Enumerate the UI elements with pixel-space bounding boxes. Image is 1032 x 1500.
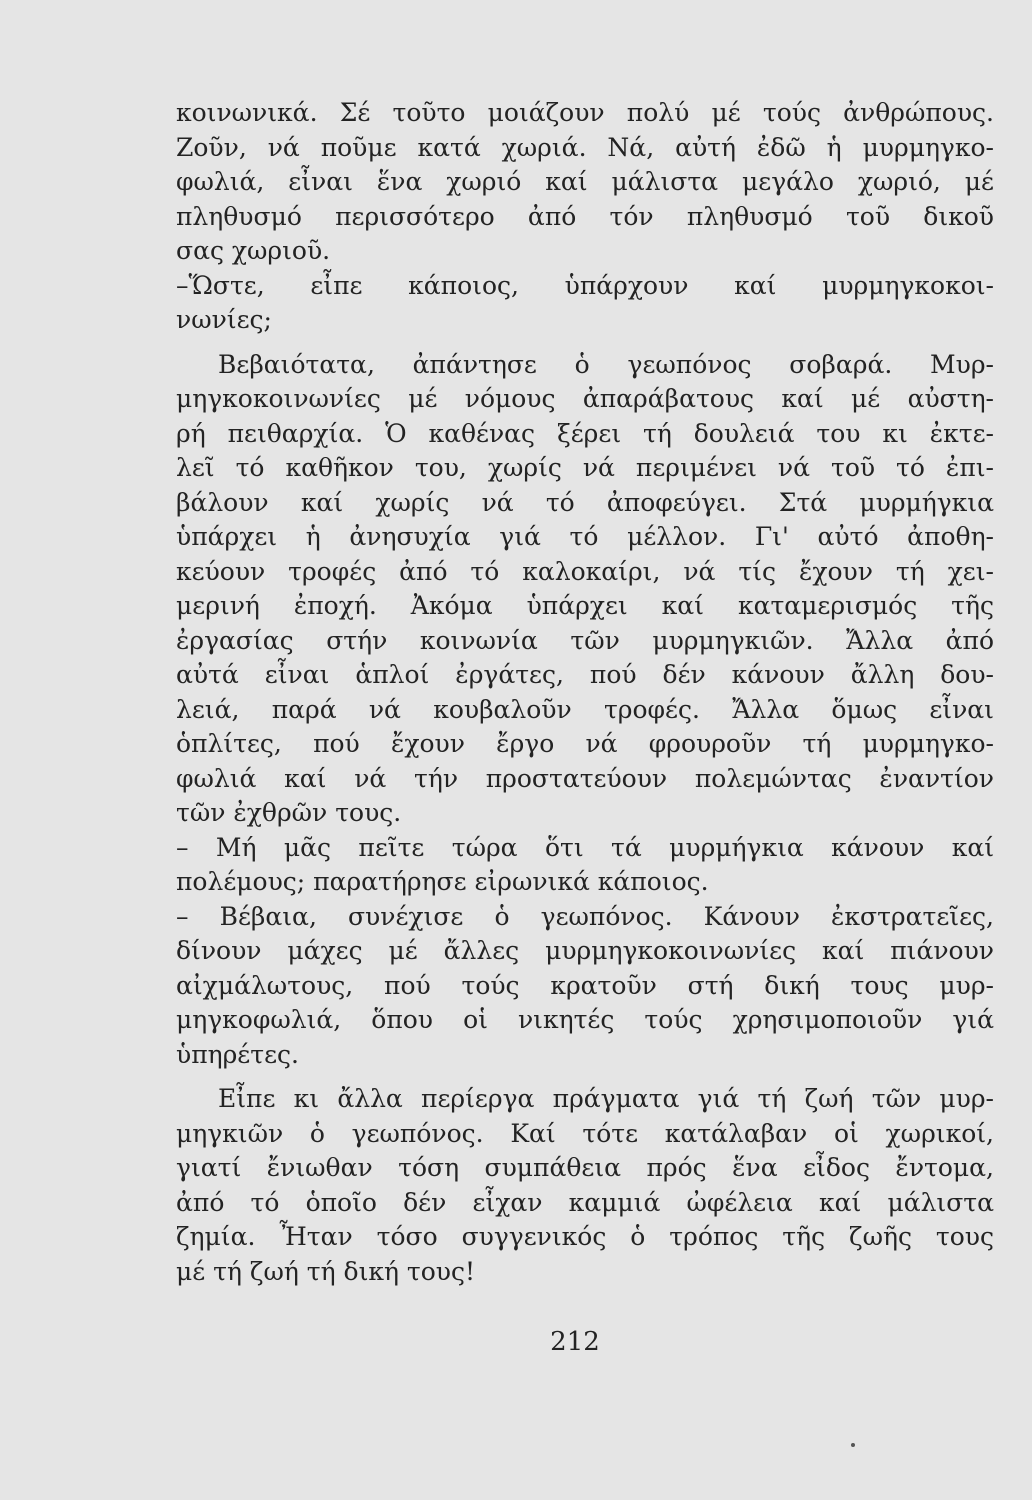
- text-line: βάλουν καί χωρίς νά τό ἀποφεύγει. Στά μυρμήγκια: [176, 487, 994, 517]
- text-line: – Μή μᾶς πεῖτε τώρα ὅτι τά μυρμήγκια κάνουν καί: [176, 832, 994, 862]
- text-line: σας χωριοῦ.: [176, 236, 331, 265]
- text-line: μηγκοφωλιά, ὅπου οἱ νικητές τούς χρησιμοποιοῦν γιά: [176, 1005, 994, 1034]
- text-line: ὑπηρέτες.: [176, 1039, 299, 1069]
- text-line: μερινή ἐποχή. Ἀκόμα ὑπάρχει καί καταμερισμός τῆς: [176, 591, 994, 620]
- text-line: ἀπό τό ὁποῖο δέν εἶχαν καμμιά ὠφέλεια καί μάλιστα: [176, 1187, 994, 1217]
- text-line: Βεβαιότατα, ἀπάντησε ὁ γεωπόνος σοβαρά. Μυρ-: [218, 349, 994, 379]
- text-line: Εἶπε κι ἄλλα περίεργα πράγματα γιά τή ζωή τῶν μυρ-: [218, 1084, 994, 1113]
- text-line: πληθυσμό περισσότερο ἀπό τόν πληθυσμό τοῦ δικοῦ: [176, 201, 994, 231]
- text-line: γιατί ἔνιωθαν τόση συμπάθεια πρός ἕνα εἶδος ἔντομα,: [176, 1153, 994, 1182]
- text-line: δίνουν μάχες μέ ἄλλες μυρμηγκοκοινωνίες καί πιάνουν: [176, 936, 994, 965]
- text-line: –Ὥστε, εἶπε κάποιος, ὑπάρχουν καί μυρμηγκοκοι-: [176, 270, 994, 300]
- text-line: λεῖ τό καθῆκον του, χωρίς νά περιμένει νά τοῦ τό ἐπι-: [176, 453, 994, 482]
- text-line: Ζοῦν, νά ποῦμε κατά χωριά. Νά, αὐτή ἐδῶ ἡ μυρμηγκο-: [176, 132, 994, 162]
- text-line: τῶν ἐχθρῶν τους.: [176, 798, 402, 827]
- text-line: ἐργασίας στήν κοινωνία τῶν μυρμηγκιῶν. Ἄλλα ἀπό: [176, 625, 994, 655]
- text-line: ρή πειθαρχία. Ὁ καθένας ξέρει τή δουλειά του κι ἐκτε-: [176, 418, 994, 448]
- body-text: [176, 96, 994, 1289]
- text-line: φωλιά καί νά τήν προστατεύουν πολεμώντας ἐναντίον: [176, 763, 994, 793]
- page-number: 212: [550, 1327, 600, 1357]
- text-line: – Βέβαια, συνέχισε ὁ γεωπόνος. Κάνουν ἐκστρατεῖες,: [176, 901, 994, 931]
- text-line: ὑπάρχει ἡ ἀνησυχία γιά τό μέλλον. Γι' αὐτό ἀποθη-: [176, 522, 994, 551]
- text-line: μηγκοκοινωνίες μέ νόμους ἀπαράβατους καί μέ αὐστη-: [176, 384, 994, 413]
- text-line: κοινωνικά. Σέ τοῦτο μοιάζουν πολύ μέ τούς ἀνθρώπους.: [176, 98, 994, 127]
- text-line: νωνίες;: [176, 305, 272, 334]
- text-line: φωλιά, εἶναι ἕνα χωριό καί μάλιστα μεγάλο χωριό, μέ: [176, 167, 994, 196]
- paper-speck: [851, 1443, 855, 1447]
- text-line: μέ τή ζωή τή δική τους!: [176, 1256, 476, 1286]
- text-line: αἰχμάλωτους, πού τούς κρατοῦν στή δική τους μυρ-: [176, 970, 994, 1000]
- text-line: ζημία. Ἦταν τόσο συγγενικός ὁ τρόπος τῆς ζωῆς τους: [176, 1222, 994, 1251]
- text-line: αὐτά εἶναι ἁπλοί ἐργάτες, πού δέν κάνουν ἄλλη δου-: [176, 660, 994, 689]
- text-line: λειά, παρά νά κουβαλοῦν τροφές. Ἄλλα ὅμως εἶναι: [176, 694, 994, 724]
- text-line: μηγκιῶν ὁ γεωπόνος. Καί τότε κατάλαβαν οἱ χωρικοί,: [176, 1118, 994, 1148]
- text-line: ὁπλίτες, πού ἔχουν ἔργο νά φρουροῦν τή μυρμηγκο-: [176, 729, 994, 758]
- text-line: κεύουν τροφές ἀπό τό καλοκαίρι, νά τίς ἔχουν τή χει-: [176, 556, 994, 586]
- text-line: πολέμους; παρατήρησε εἰρωνικά κάποιος.: [176, 867, 709, 896]
